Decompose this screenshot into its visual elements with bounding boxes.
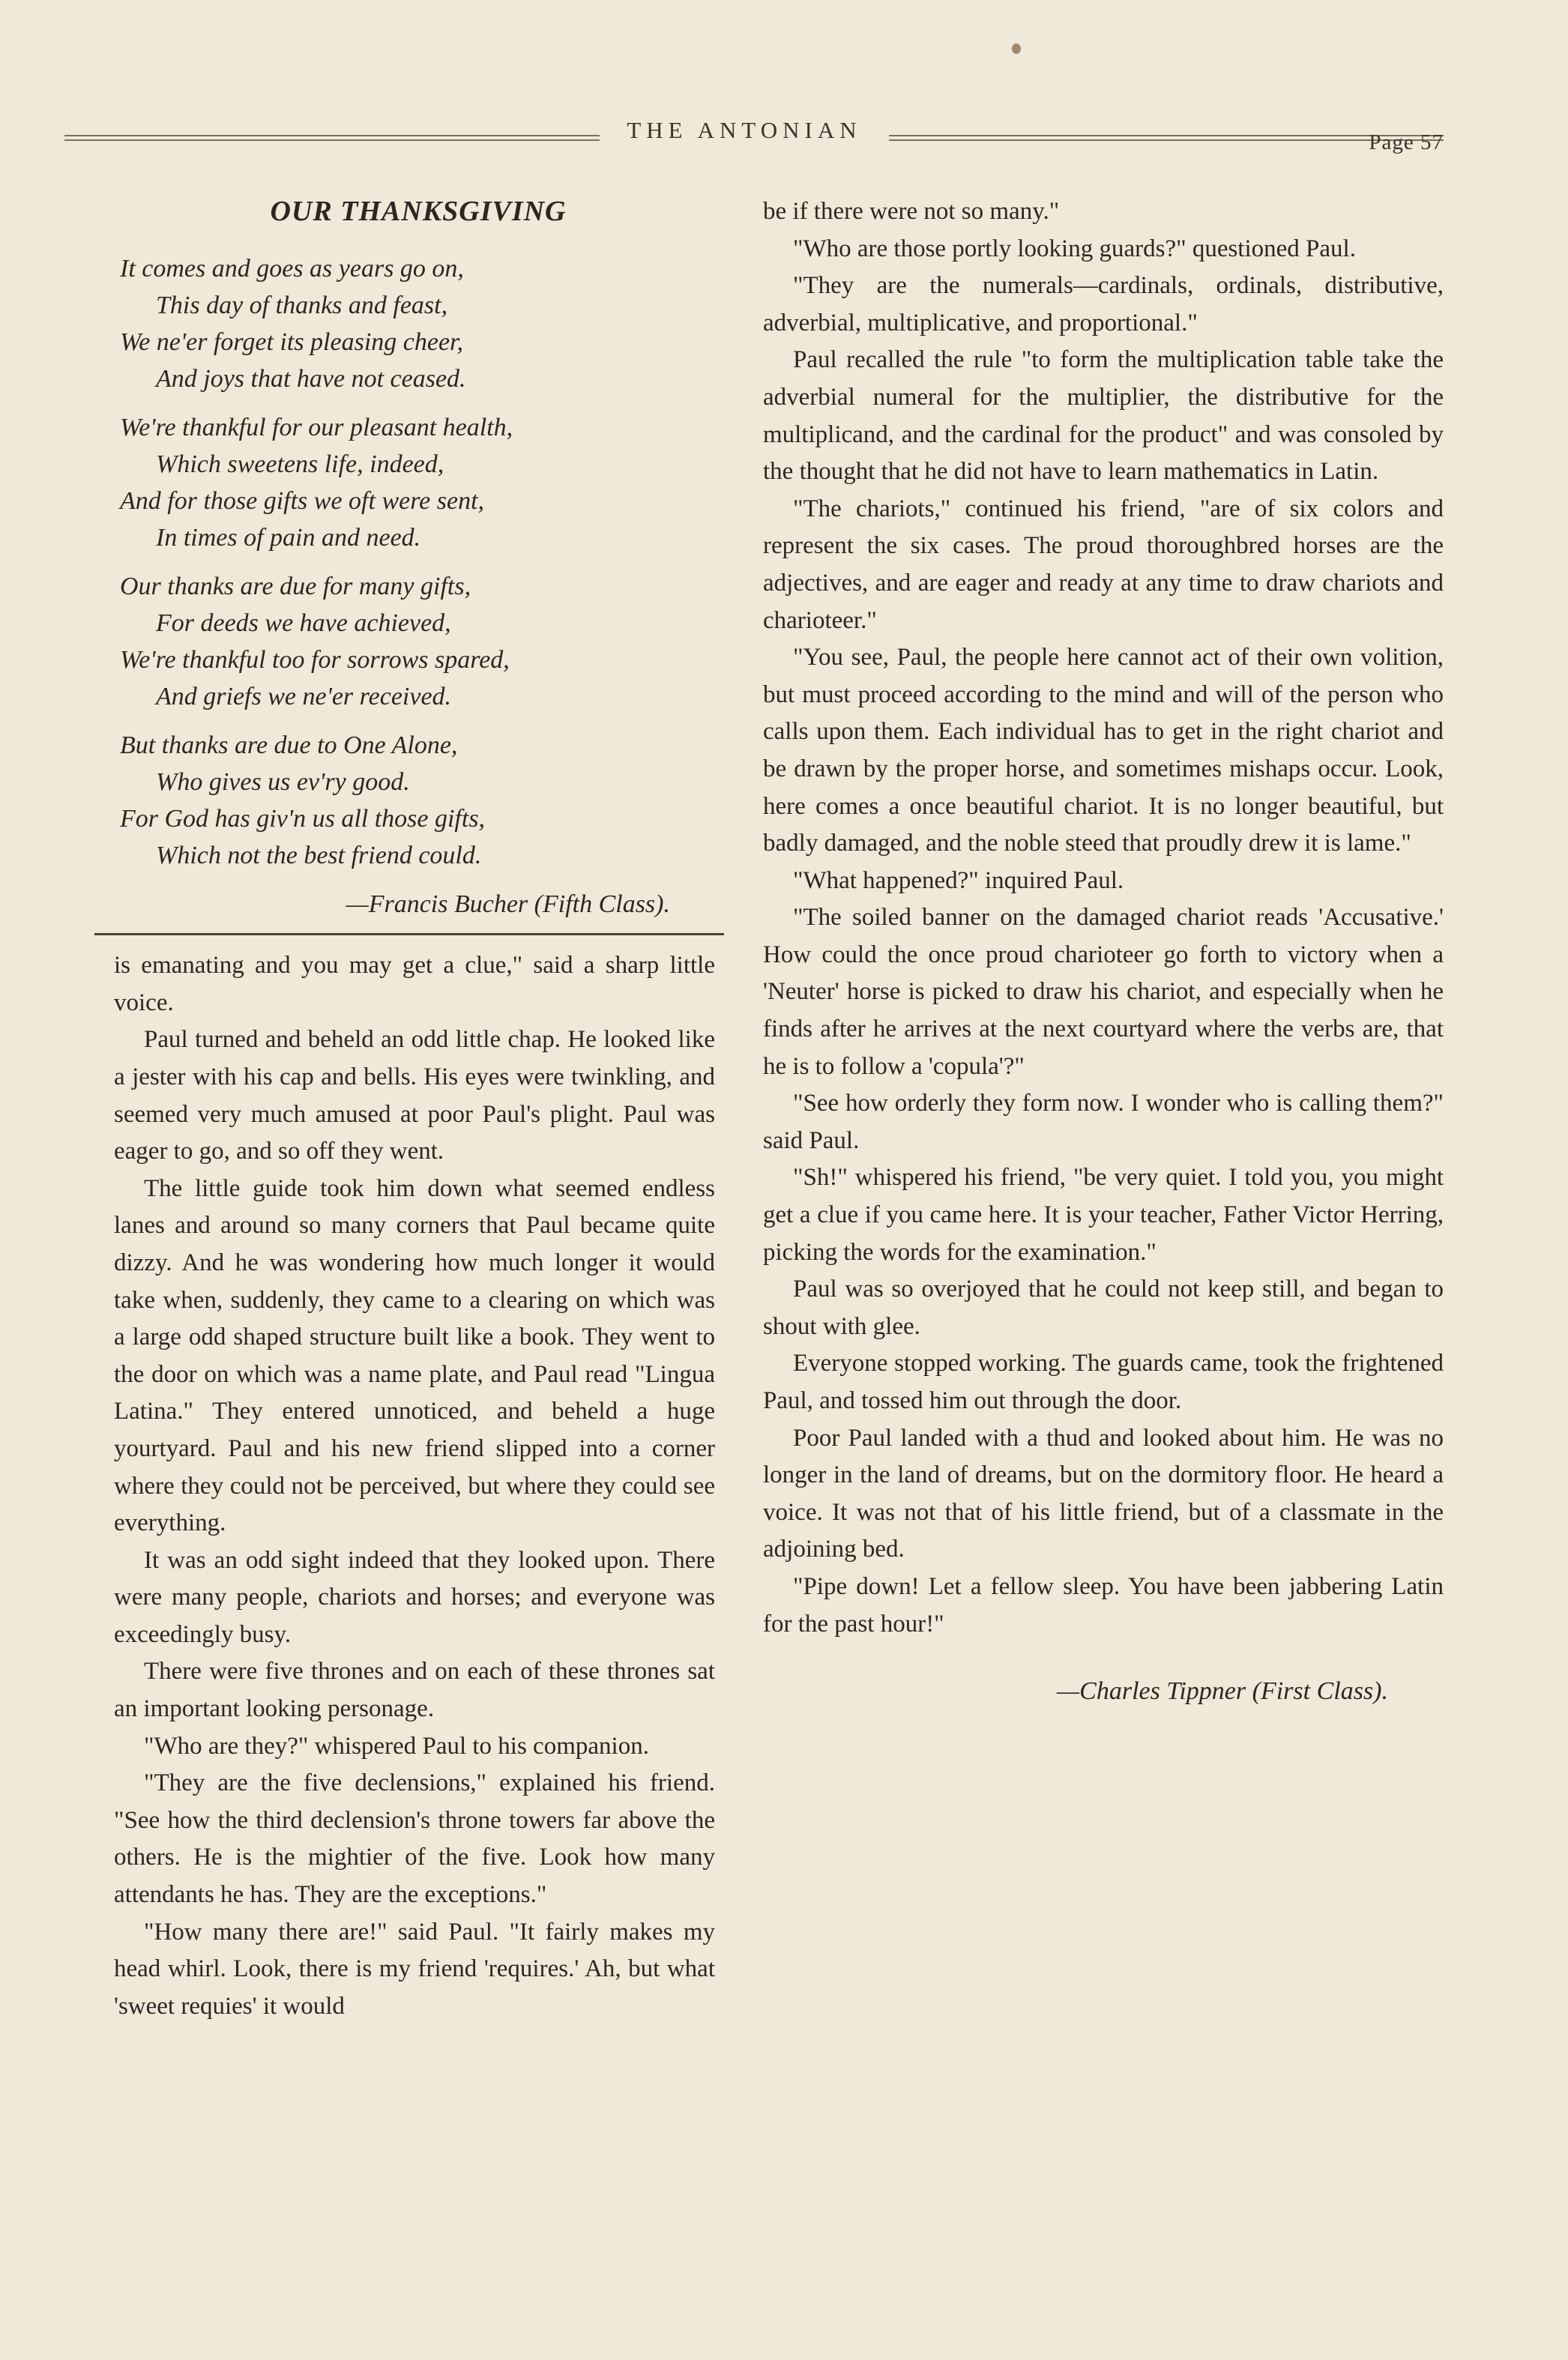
poem-line: And for those gifts we oft were sent, bbox=[120, 486, 485, 515]
paragraph: The little guide took him down what seemed endless lanes and around so many corners that Paul became quite dizzy. And he was wondering how much longer it would take when, suddenly, they came to a clearing on which was a large odd shaped structure built like a book. They went to the door on which was a name plate, and Paul read "Lingua Latina." They entered unnoticed, and beheld a huge yourtyard. Paul and his new friend slipped into a corner where they could not be perceived, but where they could see everything. bbox=[114, 1174, 715, 1537]
paragraph: be if there were not so many." bbox=[763, 198, 1060, 225]
paragraph: "How many there are!" said Paul. "It fairly makes my head whirl. Look, there is my friend 'requires.' Ah, but what 'sweet requies' it would bbox=[114, 1918, 715, 2020]
paragraph: "The chariots," continued his friend, "are of six colors and represent the six cases. The proud thoroughbred horses are the adjectives, and are eager and ready at any time to draw chariots and charioteer." bbox=[763, 495, 1444, 634]
poem-stanza bbox=[114, 568, 715, 715]
paragraph: "You see, Paul, the people here cannot act of their own volition, but must proceed according to the mind and will of the person who calls upon them. Each individual has to get in the right chariot and be drawn by the proper horse, and sometimes mishaps occur. Look, here comes a once beautiful chariot. It is no longer beautiful, but badly damaged, and the noble steed that proudly drew it is lame." bbox=[763, 644, 1444, 857]
poem-line: Which not the best friend could. bbox=[156, 841, 482, 869]
paragraph: Paul recalled the rule "to form the multiplication table take the adverbial numeral for the multiplier, the distributive for the multiplicand, and the cardinal for the product" and was consoled by the thought that he did not have to learn mathematics in Latin. bbox=[763, 346, 1444, 486]
paragraph: "What happened?" inquired Paul. bbox=[793, 866, 1124, 894]
poem-title: OUR THANKSGIVING bbox=[270, 196, 567, 227]
poem-line: We're thankful for our pleasant health, bbox=[120, 413, 513, 441]
poem-line: We're thankful too for sorrows spared, bbox=[120, 645, 510, 674]
poem-line: For deeds we have achieved, bbox=[156, 609, 451, 637]
ink-speck bbox=[1012, 43, 1021, 54]
publication-title: THE ANTONIAN bbox=[627, 117, 862, 143]
story-author: —Charles Tippner (First Class). bbox=[1056, 1677, 1388, 1706]
paragraph: "The soiled banner on the damaged chariot reads 'Accusative.' How could the once proud charioteer go forth to victory when a 'Neuter' horse is picked to draw his chariot, and especially when he finds after he arrives at the next courtyard where the verbs are, that he is to follow a 'copula'?" bbox=[763, 904, 1444, 1080]
paragraph: is emanating and you may get a clue," said a sharp little voice. bbox=[114, 952, 715, 1016]
right-column bbox=[763, 193, 1444, 1710]
header-rule-left bbox=[64, 135, 600, 141]
story-left-text bbox=[114, 947, 715, 2025]
section-divider bbox=[94, 933, 724, 935]
running-header bbox=[64, 112, 1444, 157]
paragraph: "They are the five declensions," explained his friend. "See how the third declension's throne towers far above the others. He is the mightier of the five. Look how many attendants he has. They are the exceptions." bbox=[114, 1769, 715, 1909]
poem-stanza bbox=[114, 409, 715, 556]
paragraph: Paul turned and beheld an odd little chap. He looked like a jester with his cap and bells. His eyes were twinkling, and seemed very much amused at poor Paul's plight. Paul was eager to go, and so off they went. bbox=[114, 1026, 715, 1165]
poem-line: Who gives us ev'ry good. bbox=[156, 767, 410, 796]
poem-author: —Francis Bucher (Fifth Class). bbox=[346, 890, 670, 918]
poem-line: And griefs we ne'er received. bbox=[156, 682, 452, 710]
paragraph: "Who are they?" whispered Paul to his companion. bbox=[144, 1732, 649, 1760]
poem bbox=[114, 250, 715, 874]
poem-line: But thanks are due to One Alone, bbox=[120, 731, 458, 759]
header-rule-right bbox=[889, 135, 1444, 141]
paragraph: Paul was so overjoyed that he could not keep still, and began to shout with glee. bbox=[763, 1276, 1444, 1340]
paragraph: Poor Paul landed with a thud and looked about him. He was no longer in the land of dreams, but on the dormitory floor. He heard a voice. It was not that of his little friend, but of a classmate in the adjoining bed. bbox=[763, 1424, 1444, 1563]
poem-line: This day of thanks and feast, bbox=[156, 291, 448, 319]
page-number: Page 57 bbox=[1369, 130, 1444, 154]
paragraph: "Pipe down! Let a fellow sleep. You have been jabbering Latin for the past hour!" bbox=[763, 1572, 1444, 1638]
paragraph: Everyone stopped working. The guards came, took the frightened Paul, and tossed him out through the door. bbox=[763, 1350, 1444, 1414]
paragraph: "Who are those portly looking guards?" questioned Paul. bbox=[793, 235, 1356, 262]
poem-line: In times of pain and need. bbox=[156, 523, 421, 552]
poem-line: It comes and goes as years go on, bbox=[120, 254, 464, 283]
paragraph: "They are the numerals—cardinals, ordinals, distributive, adverbial, multiplicative, and proportional." bbox=[763, 272, 1444, 337]
poem-line: Our thanks are due for many gifts, bbox=[120, 572, 471, 600]
poem-stanza bbox=[114, 250, 715, 397]
paragraph: It was an odd sight indeed that they looked upon. There were many people, chariots and horses; and everyone was exceedingly busy. bbox=[114, 1546, 715, 1648]
poem-line: For God has giv'n us all those gifts, bbox=[120, 804, 486, 833]
story-right-text bbox=[763, 193, 1444, 1643]
paragraph: "See how orderly they form now. I wonder who is calling them?" said Paul. bbox=[763, 1090, 1444, 1154]
paragraph: There were five thrones and on each of these thrones sat an important looking personage. bbox=[114, 1658, 715, 1723]
left-column bbox=[114, 193, 715, 2025]
poem-line: And joys that have not ceased. bbox=[156, 364, 466, 393]
poem-stanza bbox=[114, 727, 715, 874]
paragraph: "Sh!" whispered his friend, "be very quiet. I told you, you might get a clue if you came here. It is your teacher, Father Victor Herring, picking the words for the examination." bbox=[763, 1164, 1444, 1266]
poem-line: We ne'er forget its pleasing cheer, bbox=[120, 328, 464, 356]
poem-line: Which sweetens life, indeed, bbox=[156, 450, 444, 478]
